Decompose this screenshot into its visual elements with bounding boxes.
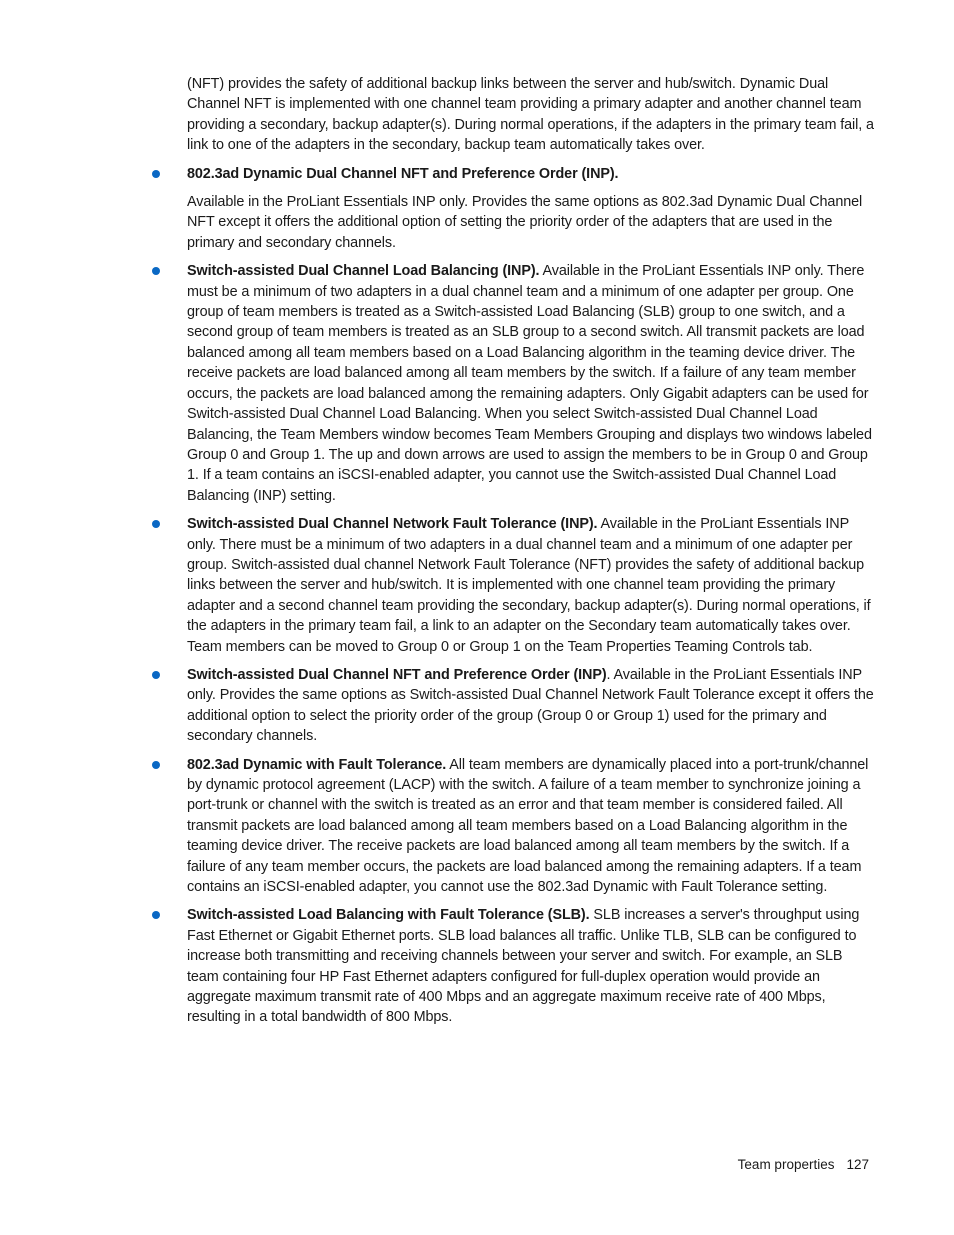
item-text: SLB increases a server's throughput using Fast Ethernet or Gigabit Ethernet ports. SLB load balances all traffic. Unlike TLB, SLB can be configured to increase both transmitting and receiving channels between your server and switch. For example, an SLB team containing four HP Fast Ethernet adapters configured for full-duplex operation would provide an aggregate maximum transmit rate of 400 Mbps and an aggregate maximum receive rate of 400 Mbps, resulting in a total bandwidth of 800 Mbps.	[187, 907, 860, 1026]
list-item	[187, 164, 877, 254]
item-text: Available in the ProLiant Essentials INP only. There must be a minimum of two adapters in a dual channel team and a minimum of one adapter per group. One group of team members is treated as a Switch-assisted Load Balancing (SLB) group to one switch, and a second group of team members is treated as an SLB group to a second switch. All transmit packets are load balanced among all team members based on a Load Balancing algorithm in the teaming device driver. The receive packets are load balanced among all team members by the switch. If a failure of any team member occurs, the packets are load balanced among the remaining adapters. Only Gigabit adapters can be used for Switch-assisted Dual Channel Load Balancing. When you select Switch-assisted Dual Channel Load Balancing, the Team Members window becomes Team Members Grouping and displays two windows labeled Group 0 and Group 1. The up and down arrows are used to assign the members to be in Group 0 and Group 1. If a team contains an iSCSI-enabled adapter, you cannot use the Switch-assisted Dual Channel Load Balancing (INP) setting.	[187, 263, 872, 504]
item-title: Switch-assisted Dual Channel Load Balancing (INP).	[187, 263, 540, 280]
list-item	[187, 665, 877, 747]
item-paragraph	[187, 164, 877, 184]
item-text: . Available in the ProLiant Essentials INP only. Provides the same options as Switch-assisted Dual Channel Network Fault Tolerance except it offers the additional option to select the priority order of the group (Group 0 or Group 1) used for the primary and secondary channels.	[187, 666, 874, 745]
page-body	[187, 74, 877, 1036]
item-title: Switch-assisted Dual Channel Network Fault Tolerance (INP).	[187, 516, 598, 533]
list-item	[187, 755, 877, 898]
intro-paragraph: (NFT) provides the safety of additional backup links between the server and hub/switch. Dynamic Dual Channel NFT is implemented with one channel team providing a primary adapter and another channel team providing a secondary, backup adapter(s). During normal operations, if the adapters in the primary team fail, a link to one of the adapters in the secondary, backup team automatically takes over.	[187, 76, 874, 154]
item-paragraph	[187, 261, 877, 506]
item-paragraph	[187, 905, 877, 1027]
item-paragraph	[187, 665, 877, 747]
bullet-icon	[152, 671, 160, 679]
item-title: Switch-assisted Dual Channel NFT and Preference Order (INP)	[187, 666, 607, 683]
item-paragraph	[187, 514, 877, 657]
bullet-icon	[152, 520, 160, 528]
bullet-icon	[152, 911, 160, 919]
footer-section-title: Team properties	[737, 1157, 835, 1172]
item-title: Switch-assisted Load Balancing with Fault Tolerance (SLB).	[187, 907, 590, 924]
bullet-icon	[152, 267, 160, 275]
item-text: All team members are dynamically placed into a port-trunk/channel by dynamic protocol agreement (LACP) with the switch. A failure of a team member to synchronize joining a port-trunk or channel with the switch is treated as an error and that team member is considered failed. All transmit packets are load balanced among all team members based on a Load Balancing algorithm in the teaming device driver. The receive packets are load balanced among all team members by the switch. If a failure of any team member occurs, the packets are load balanced among the remaining adapters. If a team contains an iSCSI-enabled adapter, you cannot use the 802.3ad Dynamic with Fault Tolerance setting.	[187, 756, 869, 896]
item-text: Available in the ProLiant Essentials INP only. There must be a minimum of two adapters in a dual channel team and a minimum of one adapter per group. Switch-assisted dual channel Network Fault Tolerance (NFT) provides the safety of additional backup links between the server and hub/switch. It is implemented with one channel team providing the primary adapter and a second channel team providing the secondary, backup adapter(s). During normal operations, if the adapters in the primary team fail, a link to an adapter on the Secondary team automatically takes over. Team members can be moved to Group 0 or Group 1 on the Team Properties Teaming Controls tab.	[187, 516, 871, 655]
page-footer	[738, 1157, 869, 1172]
item-sub-paragraph: Available in the ProLiant Essentials INP only. Provides the same options as 802.3ad Dynamic Dual Channel NFT except it offers the additional option of setting the priority order of the adapters that are used in the primary and secondary channels.	[187, 194, 863, 251]
item-paragraph	[187, 755, 877, 898]
page-number: 127	[846, 1157, 869, 1172]
bullet-icon	[152, 170, 160, 178]
list-item	[187, 261, 877, 506]
item-title: 802.3ad Dynamic Dual Channel NFT and Preference Order (INP).	[187, 165, 619, 182]
list-item	[187, 905, 877, 1027]
bullet-icon	[152, 761, 160, 769]
item-title: 802.3ad Dynamic with Fault Tolerance.	[187, 756, 447, 773]
list-item	[187, 514, 877, 657]
